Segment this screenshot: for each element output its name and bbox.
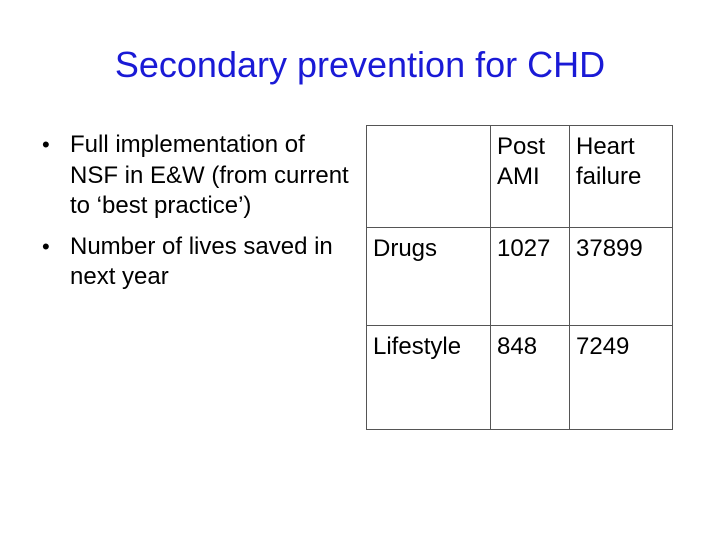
table-cell: 1027 [491,228,570,326]
table-row [367,326,673,430]
bullet-item [40,232,350,293]
table-cell: 848 [491,326,570,430]
table-row-label: Lifestyle [367,326,491,430]
bullet-icon: • [42,132,50,157]
bullet-item [40,130,350,222]
table-header-cell: Post AMI [491,126,570,228]
bullet-icon: • [42,233,50,259]
table-header-row [367,126,673,228]
table-cell: 7249 [570,326,673,430]
table-row-label: Drugs [367,228,491,326]
bullet-text: Number of lives saved in next year [70,232,333,290]
slide-title: Secondary prevention for CHD [114,44,606,85]
table-header-cell [367,126,491,228]
results-table [366,125,673,430]
bullet-list [40,130,350,303]
table-cell: 37899 [570,228,673,326]
table-row [367,228,673,326]
table-header-cell: Heart failure [570,126,673,228]
bullet-text: Full implementation of NSF in E&W (from current to ‘best practice’) [70,131,349,219]
